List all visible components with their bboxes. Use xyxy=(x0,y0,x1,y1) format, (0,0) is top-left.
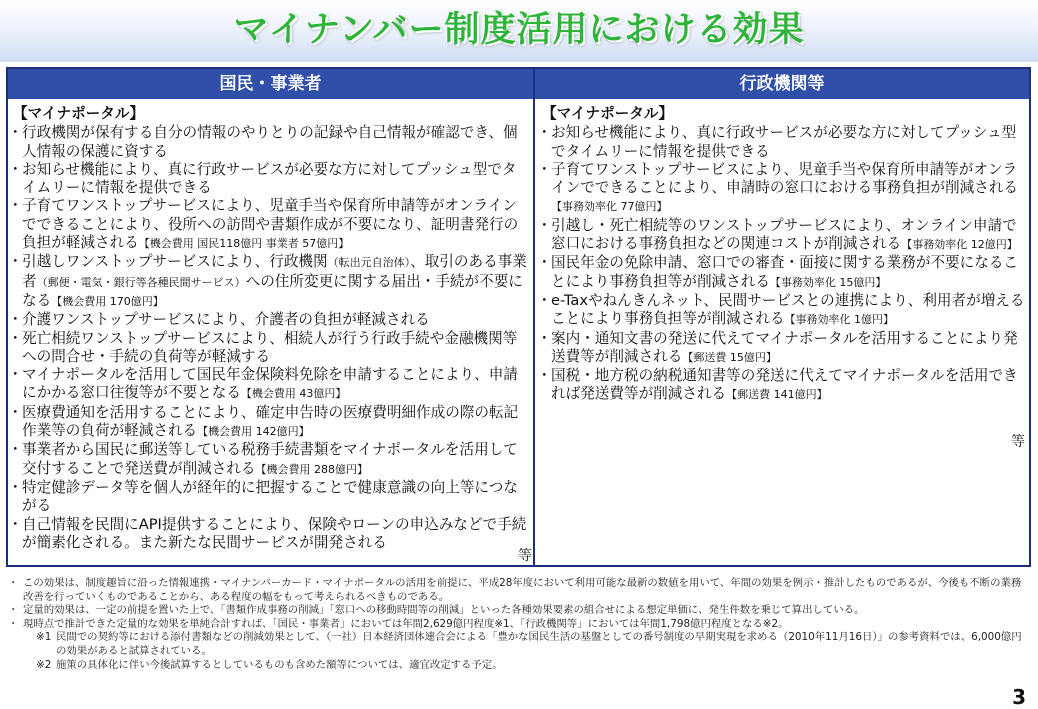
effects-table xyxy=(6,67,1031,567)
note-item: ・ 定量的効果は、一定の前提を置いた上で、「書類作成事務の削減」「窓口への移動時間等の削減」といった各種効果要素の組合せによる想定単価に、発生件数を乗じて算出している。 xyxy=(8,604,1026,618)
government-agencies-header: 行政機関等 xyxy=(535,69,1029,99)
list-item: ・ 事業者から国民に郵送等している税務手続書類をマイナポータルを活用して交付することで発送費が削減される【機会費用 288億円】 xyxy=(13,441,527,479)
list-item: ・ 行政機関が保有する自分の情報のやりとりの記録や自己情報が確認でき、個人情報の保護に資する xyxy=(13,124,527,161)
footnotes-section xyxy=(8,577,1026,672)
list-item: ・ 死亡相続ワンストップサービスにより、相続人が行う行政手続や金融機関等への問合せ・手続の負荷等が軽減する xyxy=(13,330,527,367)
cost-note: 【機会費用 142億円】 xyxy=(197,425,310,439)
footnote: ※1 民間での契約等における添付書類などの削減効果として、（一社）日本経済団体連合会による「豊かな国民生活の基盤としての番号制度の早期実現を求める（2010年11月16日）」の参考資料では、6,000億円の効果があると試算されている。 xyxy=(36,631,1022,657)
column-divider xyxy=(533,69,535,565)
list-item: ・ 介護ワンストップサービスにより、介護者の負担が軽減される xyxy=(13,311,527,329)
page-title: マイナンバー制度活用における効果 xyxy=(233,10,805,50)
cost-note: 【事務効率化 12億円】 xyxy=(901,238,1018,252)
cost-note: 【機会費用 43億円】 xyxy=(240,387,347,401)
list-item: ・ 自己情報を民間にAPI提供することにより、保険やローンの申込みなどで手続が簡素化される。また新たな民間サービスが開発される xyxy=(13,516,527,553)
cost-note: 【機会費用 288億円】 xyxy=(255,462,369,476)
government-column xyxy=(542,105,1026,405)
note-item: ・ 現時点で推計できた定量的な効果を単純合計すれば、「国民・事業者」においては年間2,629億円程度※1、「行政機関等」においては年間1,798億円程度となる※2。 xyxy=(8,618,1026,632)
section-title: 【マイナポータル】 xyxy=(13,105,145,122)
list-item: ・ 特定健診データ等を個人が経年的に把握することで健康意識の向上等につながる xyxy=(13,479,527,516)
list-item: ・ 引越しワンストップサービスにより、行政機関（転出元自治体）、取引のある事業者（郵便・電気・銀行等各種民間サービス）への住所変更に関する届出・手続が不要になる【機会費用 170億円】 xyxy=(13,253,527,311)
cost-note: 【郵送費 15億円】 xyxy=(682,350,777,364)
footnote-mark: ※1 xyxy=(36,631,52,644)
list-item: ・ お知らせ機能により、真に行政サービスが必要な方に対してプッシュ型でタイムリーに情報を提供できる xyxy=(542,124,1026,161)
footnote: ※2 施策の具体化に伴い今後試算するとしているものも含めた額等については、適宜改定する予定。 xyxy=(36,658,503,671)
cost-note: 【事務効率化 1億円】 xyxy=(784,313,895,327)
cost-note: 【事務効率化 15億円】 xyxy=(769,275,887,289)
list-item: ・ e-Taxやねんきんネット、民間サービスとの連携により、利用者が増えることにより事務負担等が削減される【事務効率化 1億円】 xyxy=(542,292,1026,330)
cost-note: 【機会費用 国民118億円 事業者 57億円】 xyxy=(138,237,350,251)
list-item: ・ 子育てワンストップサービスにより、児童手当や保育所申請等がオンラインでできることにより、役所への訪問や書類作成が不要になり、証明書発行の負担が軽減される【機会費用 国民118億円 事業者 57億円】 xyxy=(13,197,527,253)
section-title: 【マイナポータル】 xyxy=(542,105,674,122)
list-item: ・ 子育てワンストップサービスにより、児童手当や保育所申請等がオンラインでできることにより、申請時の窓口における事務負担が削減される【事務効率化 77億円】 xyxy=(542,161,1026,217)
citizens-column xyxy=(13,105,527,552)
list-item: ・ 国税・地方税の納税通知書等の発送に代えてマイナポータルを活用できれば発送費等が削減される【郵送費 141億円】 xyxy=(542,367,1026,405)
list-item: ・ 医療費通知を活用することにより、確定申告時の医療費明細作成の際の転記作業等の負荷が軽減される【機会費用 142億円】 xyxy=(13,404,527,442)
cost-note: 【郵送費 141億円】 xyxy=(726,388,828,402)
list-item: ・ 引越し・死亡相続等のワンストップサービスにより、オンライン申請で窓口における事務負担などの関連コストが削減される【事務効率化 12億円】 xyxy=(542,217,1026,255)
footnote-mark: ※2 xyxy=(36,658,52,671)
etc-mark: 等 xyxy=(518,548,532,564)
page-number: 3 xyxy=(1012,685,1026,709)
list-item: ・ マイナポータルを活用して国民年金保険料免除を申請することにより、申請にかかる窓口往復等が不要となる【機会費用 43億円】 xyxy=(13,366,527,404)
list-item: ・ お知らせ機能により、真に行政サービスが必要な方に対してプッシュ型でタイムリーに情報を提供できる xyxy=(13,161,527,198)
cost-note: 【機会費用 170億円】 xyxy=(51,294,164,308)
citizens-businesses-header: 国民・事業者 xyxy=(8,69,533,99)
note-item: ・ この効果は、制度趣旨に沿った情報連携・マイナンバーカード・マイナポータルの活用を前提に、平成28年度において利用可能な最新の数値を用いて、年間の効果を例示・推計したものであるが、今後も不断の業務改善を行っていくものであることから、ある程度の幅をもって考えられるべきものである。 xyxy=(8,577,1026,604)
cost-note: 【事務効率化 77億円】 xyxy=(551,200,668,214)
list-item: ・ 国民年金の免除申請、窓口での審査・面接に関する業務が不要になることにより事務負担等が削減される【事務効率化 15億円】 xyxy=(542,254,1026,292)
etc-mark: 等 xyxy=(1011,434,1025,450)
list-item: ・ 案内・通知文書の発送に代えてマイナポータルを活用することにより発送費等が削減される【郵送費 15億円】 xyxy=(542,330,1026,368)
